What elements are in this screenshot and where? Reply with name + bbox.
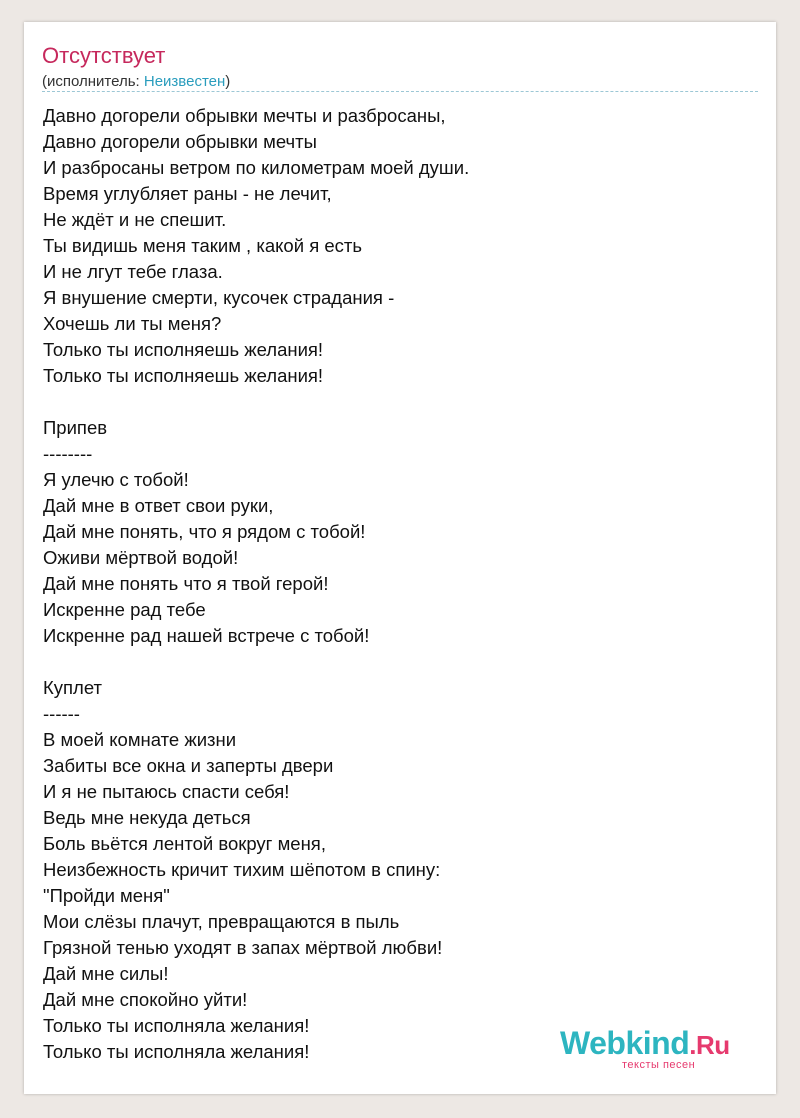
lyric-line: Время углубляет раны - не лечит, — [43, 183, 332, 204]
logo-brand: Webkind — [560, 1025, 690, 1061]
lyric-line: Дай мне понять, что я рядом с тобой! — [43, 521, 366, 542]
lyric-line: Дай мне понять что я твой герой! — [43, 573, 329, 594]
logo-tld: .Ru — [689, 1030, 730, 1060]
lyric-line: И я не пытаюсь спасти себя! — [43, 781, 290, 802]
lyric-line: Неизбежность кричит тихим шёпотом в спину: — [43, 859, 441, 880]
lyric-line: Искренне рад нашей встрече с тобой! — [43, 625, 370, 646]
lyric-line: Ведь мне некуда деться — [43, 807, 251, 828]
lyric-line: Давно догорели обрывки мечты и разбросаны, — [43, 105, 446, 126]
lyric-line: "Пройди меня" — [43, 885, 170, 906]
lyric-line: Боль вьётся лентой вокруг меня, — [43, 833, 326, 854]
lyrics-sheet — [24, 22, 776, 1094]
lyrics-body — [43, 103, 469, 1065]
lyric-line: Я улечю с тобой! — [43, 469, 189, 490]
lyric-line: -------- — [43, 443, 93, 464]
lyric-line: ------ — [43, 703, 80, 724]
lyric-line — [43, 649, 469, 675]
lyric-line: Дай мне в ответ свои руки, — [43, 495, 274, 516]
logo-tagline: тексты песен — [622, 1059, 696, 1071]
lyric-line: Ты видишь меня таким , какой я есть — [43, 235, 362, 256]
lyric-line: Оживи мёртвой водой! — [43, 547, 239, 568]
lyric-line: Припев — [43, 417, 108, 438]
lyric-line: Только ты исполняешь желания! — [43, 339, 324, 360]
lyric-line: Только ты исполняла желания! — [43, 1015, 310, 1036]
artist-prefix: (исполнитель: — [42, 73, 144, 90]
lyric-line: Не ждёт и не спешит. — [43, 209, 227, 230]
lyric-line: Дай мне силы! — [43, 963, 169, 984]
artist-suffix: ) — [225, 73, 231, 90]
lyric-line: Только ты исполняешь желания! — [43, 365, 324, 386]
lyric-line: Грязной тенью уходят в запах мёртвой любви! — [43, 937, 443, 958]
lyric-line: Только ты исполняла желания! — [43, 1041, 310, 1062]
lyric-line: Я внушение смерти, кусочек страдания - — [43, 287, 395, 308]
lyric-line: В моей комнате жизни — [43, 729, 237, 750]
lyric-line: Куплет — [43, 677, 102, 698]
lyric-line: И не лгут тебе глаза. — [43, 261, 223, 282]
artist-line — [42, 72, 230, 92]
lyric-line: Искренне рад тебе — [43, 599, 206, 620]
song-title: Отсутствует — [42, 43, 166, 68]
lyric-line: Хочешь ли ты меня? — [43, 313, 222, 334]
webkind-logo — [560, 1025, 730, 1063]
lyric-line: Дай мне спокойно уйти! — [43, 989, 248, 1010]
lyric-line: Забиты все окна и заперты двери — [43, 755, 334, 776]
lyric-line: Мои слёзы плачут, превращаются в пыль — [43, 911, 400, 932]
lyric-line: И разбросаны ветром по километрам моей души. — [43, 157, 470, 178]
lyric-line — [43, 389, 469, 415]
title-divider — [42, 91, 758, 92]
artist-link[interactable]: Неизвестен — [143, 73, 226, 90]
lyric-line: Давно догорели обрывки мечты — [43, 131, 317, 152]
